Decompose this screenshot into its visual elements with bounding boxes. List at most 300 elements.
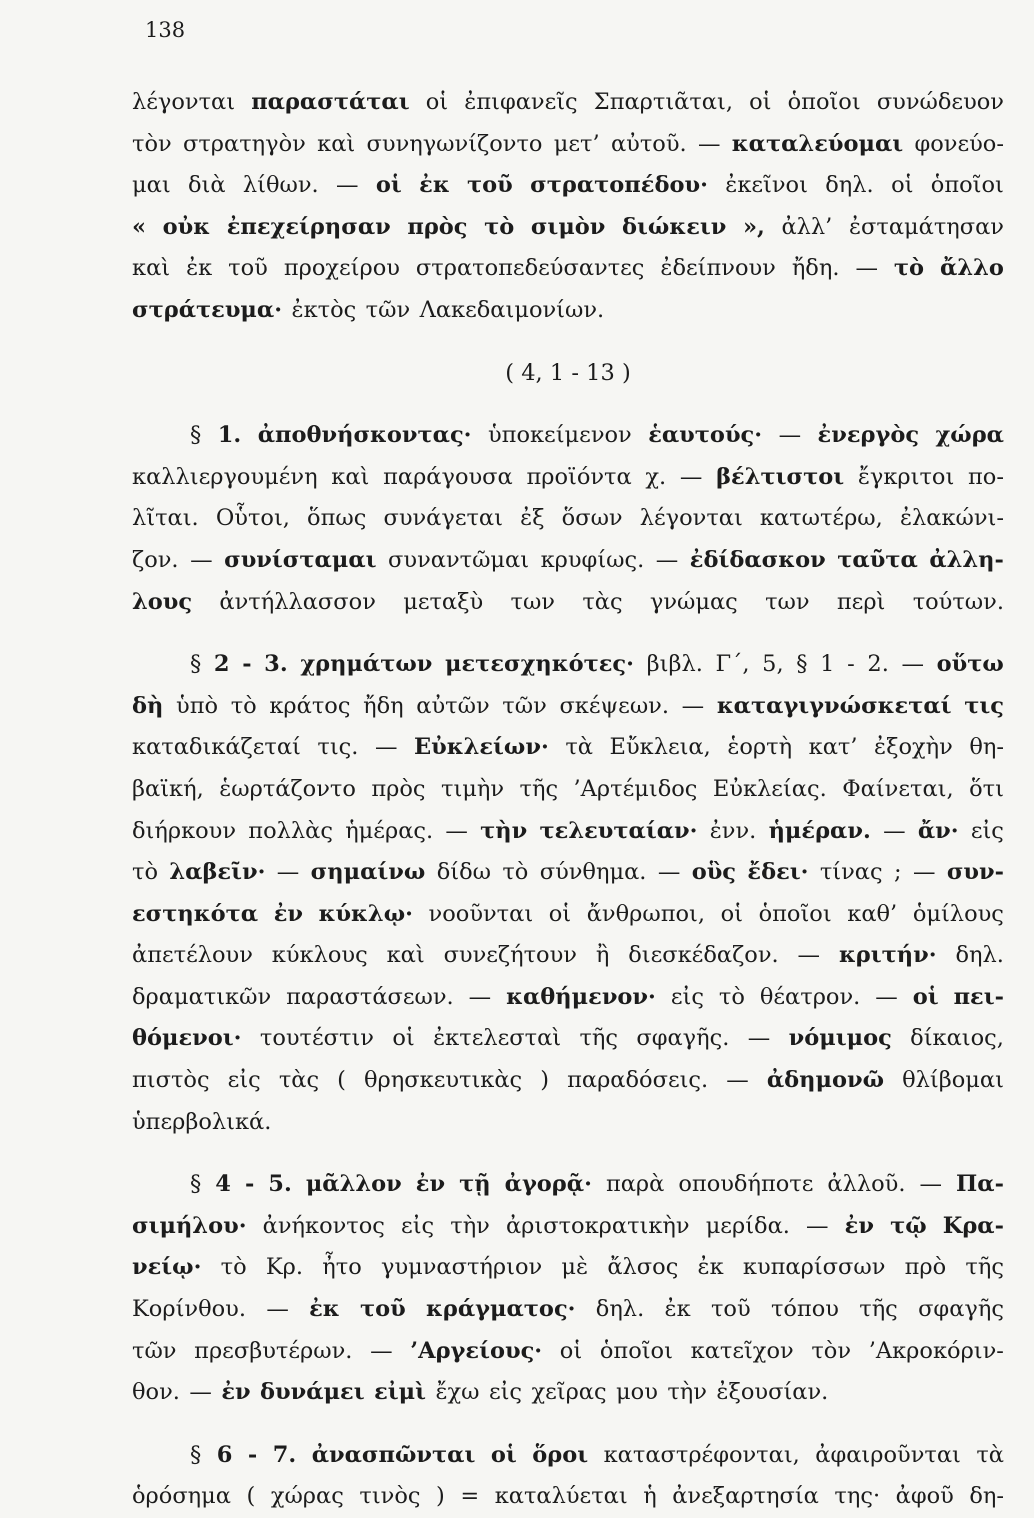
word: ἑορτὴ [727, 734, 793, 761]
word: δη- [969, 1483, 1004, 1510]
word: ἐνεργὸς [817, 422, 920, 449]
text-line [132, 415, 1004, 457]
word: ἀγορᾷ· [504, 1171, 592, 1198]
text-line [132, 457, 1004, 499]
paragraph-gap [132, 1143, 1004, 1164]
word: ἡ [643, 1483, 657, 1510]
word: καὶ [132, 255, 171, 282]
word: ἄν· [917, 817, 959, 844]
word: τουτέστιν [259, 1025, 374, 1052]
word: Λακεδαιμονίων. [419, 296, 605, 323]
word: ὅπως [307, 505, 367, 532]
word: ζον. [132, 546, 179, 573]
word: ἐνν. [709, 817, 757, 844]
word: βαϊκή, [132, 775, 204, 802]
word: ἐξοχὴν [874, 734, 953, 761]
text-line [132, 165, 1004, 207]
word: καταλεύομαι [731, 130, 904, 157]
word: ἦτο [322, 1254, 362, 1281]
word: τις [964, 692, 1004, 719]
word: τῶν [365, 296, 411, 323]
word: στράτευμα· [132, 296, 283, 323]
word: σφαγῆς. [636, 1025, 730, 1052]
word: μετεσχηκότες· [445, 651, 634, 678]
word: εἰς [401, 1212, 435, 1239]
word: ἐν [415, 1171, 446, 1198]
word: § [796, 651, 808, 678]
text-line [132, 1164, 1004, 1206]
word: 5. [268, 1171, 292, 1198]
text-line [132, 540, 1004, 582]
word: ἐδείπνουν [660, 255, 776, 282]
word: ἀφαιροῦνται [815, 1441, 961, 1468]
word: τῆς [579, 1025, 618, 1052]
word: των [765, 588, 810, 615]
word: τίνας [819, 859, 883, 886]
text-line [132, 207, 1004, 249]
word: στρατοπεδεύσαντες [415, 255, 645, 282]
word: - [847, 651, 855, 678]
word: ἐν [844, 1212, 874, 1239]
word: — [726, 1067, 749, 1094]
word: ἑωρτάζοντο [219, 775, 356, 802]
word: τῶν [502, 692, 547, 719]
text-line [132, 811, 1004, 853]
word: 2. [867, 651, 889, 678]
word: καὶ [317, 130, 356, 157]
word: ) [540, 1067, 550, 1094]
word: κρυφίως. [540, 546, 645, 573]
word: », [742, 213, 765, 240]
word: δηλ. [825, 172, 874, 199]
word: προχείρου [283, 255, 400, 282]
word: ἐπεχείρησαν [226, 213, 391, 240]
word: — [855, 255, 878, 282]
text-line [132, 82, 1004, 124]
word: σημαίνω [310, 859, 426, 886]
word: Οὗτοι, [215, 505, 290, 532]
word: - [242, 651, 252, 678]
word: Φαίνεται, [842, 775, 954, 802]
word: ὁποῖοι [599, 1337, 673, 1364]
word: ἀλλοῦ. [827, 1171, 906, 1198]
text-line [132, 1331, 1004, 1373]
word: « [132, 213, 147, 240]
text-line [132, 124, 1004, 166]
word: ἐξ [520, 505, 545, 532]
word: ἀντήλλασσον [219, 588, 376, 615]
word: τινὸς [359, 1483, 421, 1510]
word: τὸ [718, 983, 745, 1010]
word: κύκλους [271, 942, 368, 969]
text-line [132, 248, 1004, 290]
text-line [132, 582, 1004, 624]
word: τιμὴν [441, 775, 505, 802]
word: § [190, 651, 202, 678]
word: ἄλσος [607, 1254, 679, 1281]
word: ἐπιφανεῖς [464, 89, 578, 115]
word: ὁμίλους [912, 900, 1004, 927]
word: ἄλλο [940, 255, 1004, 282]
word: νόμιμος [788, 1025, 892, 1052]
text-line [132, 686, 1004, 728]
word: σιμήλου· [132, 1212, 247, 1239]
word: — [747, 1025, 771, 1052]
paragraph-gap [132, 1414, 1004, 1435]
word: — [445, 817, 468, 844]
word: λέγονται [639, 505, 743, 532]
text-line [132, 852, 1004, 894]
paragraph-gap [132, 332, 1004, 353]
word: σύνθημα. [539, 859, 647, 886]
word: ; [893, 859, 902, 886]
word: ( [505, 359, 514, 386]
word: κριτήν· [838, 942, 937, 969]
word: ’Αργείους· [410, 1337, 543, 1364]
word: τὰς [278, 1067, 320, 1094]
word: βέλτιστοι [716, 463, 845, 490]
word: ’Ακροκόριν- [868, 1337, 1004, 1364]
word: ταῦτα [837, 546, 918, 573]
word: οἱ [891, 172, 914, 199]
word: ἐν [221, 1379, 251, 1406]
word: πιστὸς [132, 1067, 210, 1094]
word: στρατηγὸν [182, 130, 306, 157]
word: ἤδη [363, 692, 404, 719]
word: πει- [953, 983, 1004, 1010]
word: ἐκτελεσταὶ [433, 1025, 562, 1052]
word: τὰ [976, 1441, 1004, 1468]
word: διήρκουν [132, 817, 237, 844]
word: ἐδίδασκον [689, 546, 826, 573]
word: καθήμενον· [506, 983, 656, 1010]
word: συνώδευον [876, 89, 1004, 115]
word: τὴν [450, 1212, 490, 1239]
word: οἱ [720, 900, 743, 927]
word: λίθων. [242, 172, 319, 199]
word: ὅσων [561, 505, 623, 532]
text-line [132, 1247, 1004, 1289]
word: χώρας [270, 1483, 344, 1510]
word: 1 [549, 359, 565, 386]
word: μερίδα. [705, 1212, 790, 1239]
word: ὑποκείμενον [487, 422, 632, 449]
word: δηλ. [595, 1296, 645, 1323]
word: γνώμας [649, 588, 738, 615]
word: γυμναστήριον [381, 1254, 543, 1281]
word: Πα- [956, 1171, 1004, 1198]
word: φονεύο- [914, 130, 1004, 157]
word: ὁποῖοι [758, 900, 832, 927]
word: — [901, 651, 924, 678]
word: ὑπερβολικά. [132, 1108, 272, 1135]
word: θλίβομαι [902, 1067, 1004, 1094]
word: ἀλλη- [929, 546, 1004, 573]
word: — [679, 463, 703, 490]
word: τοῦ [467, 172, 513, 199]
word: τις. [317, 734, 359, 761]
word: θον. [132, 1379, 180, 1406]
word: 7. [272, 1441, 297, 1468]
text-line [132, 1018, 1004, 1060]
text-line [132, 644, 1004, 686]
word: ὑπὸ [176, 692, 219, 719]
word: δίδω [436, 859, 491, 886]
word: κυπαρίσσων [742, 1254, 886, 1281]
word: — [912, 859, 936, 886]
word: οἱ [490, 1441, 517, 1468]
word: των [510, 588, 555, 615]
word: ἐκεῖνοι [725, 172, 808, 199]
word: οἱ [548, 900, 572, 927]
word: παραστάται [251, 89, 410, 115]
word: ὁποῖοι [930, 172, 1004, 199]
word: ( [337, 1067, 346, 1094]
text-line [132, 1060, 1004, 1102]
word: = [460, 1483, 480, 1510]
word: 4 [215, 1171, 231, 1198]
word: συναντῶμαι [388, 546, 530, 573]
word: χεῖρας [531, 1379, 607, 1406]
word: § [190, 422, 202, 449]
word: ἀφοῦ [895, 1483, 954, 1510]
word: 1. [217, 422, 242, 449]
word: τὴν [667, 1379, 707, 1406]
text-line [132, 1102, 1004, 1144]
word: μὲ [561, 1254, 589, 1281]
word: μαι [132, 172, 171, 199]
word: σκέψεων. [559, 692, 669, 719]
word: διεσκέδαζον. [628, 942, 779, 969]
word: εἰς [970, 817, 1004, 844]
word: ἀποθνήσκοντας· [257, 422, 472, 449]
word: οἱ [425, 89, 449, 115]
word: θόμενοι· [132, 1025, 242, 1052]
word: Εὐκλείων· [413, 734, 549, 761]
text-line [132, 290, 1004, 332]
word: οἱ [559, 1337, 583, 1364]
word: δηλ. [955, 942, 1004, 969]
word: καθ’ [847, 900, 898, 927]
word: καταλύεται [494, 1483, 628, 1510]
word: λῖται. [132, 505, 199, 532]
word: καλλιεργουμένη [132, 463, 318, 490]
paragraph-gap [132, 623, 1004, 644]
word: — [657, 859, 681, 886]
word: θέατρον. [759, 983, 861, 1010]
word: βιβλ. [646, 651, 703, 678]
word: ἐκ [309, 1296, 340, 1323]
commentary-text [132, 82, 1004, 1518]
word: καταστρέφονται, [603, 1441, 800, 1468]
word: κράτος [269, 692, 351, 719]
word: ἀνασπῶνται [311, 1441, 476, 1468]
word: τῆς [859, 1296, 898, 1323]
word: συνηγωνίζοντο [366, 130, 543, 157]
word: κύκλῳ· [318, 900, 413, 927]
word: παραστάσεων. [286, 983, 454, 1010]
text-line [132, 1206, 1004, 1248]
word: τῆς [965, 1254, 1004, 1281]
text-line [132, 1289, 1004, 1331]
word: οἱ [749, 89, 772, 115]
word: συν- [946, 859, 1004, 886]
word: - [571, 359, 579, 386]
word: προϊόντα [526, 463, 632, 490]
word: — [276, 859, 300, 886]
word: ) [436, 1483, 445, 1510]
word: 1 [820, 651, 835, 678]
word: λέγονται [132, 89, 236, 115]
word: ἀπετέλουν [132, 942, 253, 969]
word: λους [132, 588, 193, 615]
word: παράγουσα [383, 463, 513, 490]
word: ἐκ [664, 1296, 691, 1323]
word: πολλὰς [248, 817, 333, 844]
word: Εὔκλεια, [609, 734, 711, 761]
word: μου [616, 1379, 658, 1406]
word: περὶ [836, 588, 886, 615]
word: ἐκ [419, 172, 450, 199]
word: τὸν [132, 130, 172, 157]
word: στρατοπέδου· [530, 172, 708, 199]
word: μετ’ [553, 130, 600, 157]
word: ) [621, 359, 631, 386]
word: — [655, 546, 679, 573]
word: συνεζήτουν [443, 942, 577, 969]
word: διώκειν [622, 213, 727, 240]
word: ὁποῖοι [787, 89, 861, 115]
word: σφαγῆς [918, 1296, 1004, 1323]
word: Κρα- [942, 1212, 1004, 1239]
word: — [266, 1296, 289, 1323]
word: παρὰ [605, 1171, 665, 1198]
word: — [681, 692, 705, 719]
word: ἡμέρας. [345, 817, 434, 844]
page-number: 138 [145, 18, 186, 42]
word: τούτων. [912, 588, 1004, 615]
word: ’Αρτέμιδος [573, 775, 698, 802]
word: εἰς [488, 1379, 523, 1406]
word: ὅροι [532, 1441, 589, 1468]
word: τὸ [132, 859, 158, 886]
word: καταδικάζεταί [132, 734, 301, 761]
word: μεταξὺ [403, 588, 484, 615]
word: — [806, 1212, 829, 1239]
word: τοῦ [710, 1296, 751, 1323]
word: οἱ [375, 172, 402, 199]
text-line [132, 353, 1004, 395]
text-line [132, 977, 1004, 1019]
word: κατ’ [808, 734, 858, 761]
word: τελευταίαν· [539, 817, 698, 844]
word: — [189, 1379, 212, 1406]
word: οὐκ [162, 213, 211, 240]
word: εἰς [227, 1067, 261, 1094]
word: θη- [969, 734, 1004, 761]
word: θρησκευτικὰς [364, 1067, 523, 1094]
word: ὅτι [969, 775, 1004, 802]
word: πρὸ [904, 1254, 947, 1281]
word: ( [246, 1483, 256, 1510]
text-line [132, 894, 1004, 936]
word: δυνάμει [260, 1379, 365, 1406]
word: δραματικῶν [132, 983, 272, 1010]
word: τόπου [770, 1296, 839, 1323]
word: ἐλακώνι- [899, 505, 1004, 532]
word: ἑαυτούς· [648, 422, 763, 449]
word: μᾶλλον [305, 1171, 402, 1198]
word: τῆς [519, 775, 559, 802]
word: ἤδη. [791, 255, 840, 282]
word: ἐκ [186, 255, 213, 282]
word: ἐκ [697, 1254, 724, 1281]
word: πρὸς [407, 213, 468, 240]
word: 4, [521, 359, 543, 386]
word: πρὸς [371, 775, 426, 802]
word: ἐξουσίαν. [716, 1379, 829, 1406]
word: νοοῦνται [428, 900, 534, 927]
word: — [778, 422, 802, 449]
word: ἔγκριτοι [857, 463, 955, 490]
word: δὴ [132, 692, 164, 719]
word: - [244, 1171, 255, 1198]
word: τὸ [484, 213, 515, 240]
word: οἱ [912, 983, 939, 1010]
word: § [190, 1441, 202, 1468]
word: πο- [968, 463, 1004, 490]
word: 2 [213, 651, 230, 678]
word: 3. [264, 651, 288, 678]
word: τὴν [480, 817, 528, 844]
word: οπουδήποτε [678, 1171, 814, 1198]
word: χ. [645, 463, 667, 490]
word: Γ΄, [715, 651, 750, 678]
word: 6 [216, 1441, 233, 1468]
word: ἐν [273, 900, 303, 927]
word: ὁρόσημα [132, 1483, 231, 1510]
text-line [132, 935, 1004, 977]
word: ἢ [595, 942, 610, 969]
word: ἐκτὸς [291, 296, 357, 323]
word: τὰς [582, 588, 623, 615]
word: ἄνθρωποι, [586, 900, 706, 927]
word: οἱ [392, 1025, 415, 1052]
word: ἔχω [435, 1379, 480, 1406]
word: τοῦ [228, 255, 268, 282]
word: τὸ [230, 692, 257, 719]
word: λαβεῖν· [169, 859, 266, 886]
word: παραδόσεις. [567, 1067, 709, 1094]
paragraph-gap [132, 394, 1004, 415]
word: καὶ [386, 942, 425, 969]
word: αὐτῶν [416, 692, 490, 719]
word: Κρ. [265, 1254, 304, 1281]
word: τὸν [811, 1337, 852, 1364]
word: συνάγεται [383, 505, 503, 532]
word: — [370, 1337, 393, 1364]
text-line [132, 1372, 1004, 1414]
text-line [132, 727, 1004, 769]
word: τῷ [890, 1212, 927, 1239]
word: τὸ [893, 255, 925, 282]
word: τῇ [459, 1171, 491, 1198]
word: 13 [586, 359, 615, 386]
word: συνίσταμαι [224, 546, 377, 573]
word: κράγματος· [426, 1296, 576, 1323]
word: οὓς [691, 859, 737, 886]
word: ἀδημονῶ [766, 1067, 885, 1094]
